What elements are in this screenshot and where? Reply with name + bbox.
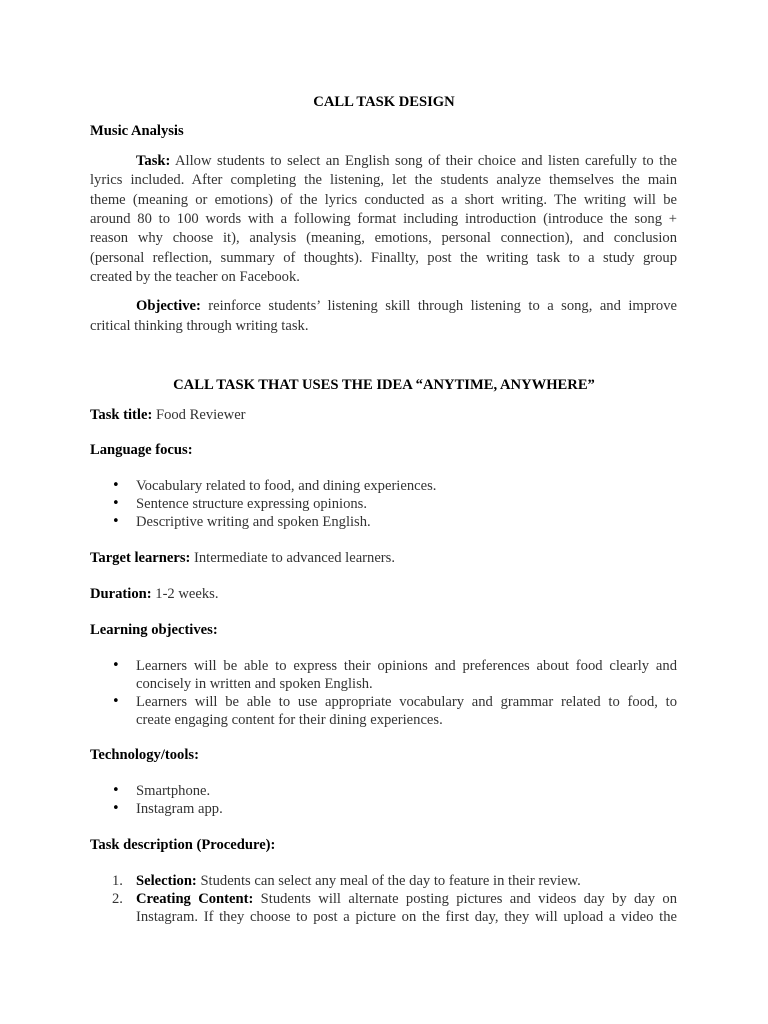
- duration-line: [90, 586, 219, 603]
- list-item: [112, 694, 677, 730]
- procedure-step-label: Creating Content:: [136, 891, 254, 907]
- bullet-icon: •: [112, 694, 120, 709]
- list-item-text-line-2: create engaging content for their dining experiences.: [136, 712, 443, 728]
- task-line-1: [136, 153, 677, 170]
- task-text: Allow students to select an English song of their choice and listen carefully to the: [170, 153, 677, 169]
- objective-label: Objective:: [136, 298, 201, 314]
- list-item-text-line-2: Instagram. If they choose to post a picture on the first day, they will upload a video the: [136, 909, 677, 925]
- list-item: [112, 873, 677, 891]
- list-item: [112, 658, 677, 694]
- task-label: Task:: [136, 153, 171, 169]
- learning-objectives-label: Learning objectives:: [90, 622, 218, 638]
- language-focus-list: [112, 478, 677, 532]
- target-learners-label: Target learners:: [90, 550, 191, 566]
- task-line-6: (personal reflection, summary of thoughts). Finallty, post the writing task to a study group: [90, 250, 677, 266]
- technology-tools-label: Technology/tools:: [90, 747, 199, 763]
- language-focus-label: Language focus:: [90, 442, 193, 458]
- list-item-number: 2.: [112, 891, 123, 907]
- procedure-label: Task description (Procedure):: [90, 837, 276, 853]
- list-item: [112, 783, 677, 801]
- bullet-icon: •: [112, 496, 120, 511]
- list-item: [112, 514, 677, 532]
- list-item-text: [136, 873, 581, 890]
- task-title-label: Task title:: [90, 407, 153, 423]
- bullet-icon: •: [112, 801, 120, 816]
- bullet-icon: •: [112, 658, 120, 673]
- list-item: [112, 478, 677, 496]
- procedure-list: [112, 873, 677, 927]
- objective-line-2: critical thinking through writing task.: [90, 318, 309, 334]
- task-title-line: [90, 407, 246, 424]
- task-title-value: Food Reviewer: [152, 407, 246, 423]
- bullet-icon: •: [112, 478, 120, 493]
- list-item-text: Instagram app.: [136, 801, 223, 817]
- procedure-step-label: Selection:: [136, 873, 197, 889]
- list-item-number: 1.: [112, 873, 123, 889]
- technology-tools-list: [112, 783, 677, 819]
- task-line-4: around 80 to 100 words with a following format including introduction (introduce the song +: [90, 211, 677, 227]
- section-heading-music-analysis: Music Analysis: [90, 123, 184, 139]
- section-heading-anytime-anywhere: CALL TASK THAT USES THE IDEA “ANYTIME, ANYWHERE”: [173, 377, 595, 393]
- bullet-icon: •: [112, 783, 120, 798]
- list-item-text-line-2: concisely in written and spoken English.: [136, 676, 373, 692]
- target-learners-value: Intermediate to advanced learners.: [190, 550, 395, 566]
- task-line-2: lyrics included. After completing the listening, let the students analyze themselves the main: [90, 172, 677, 188]
- document-title: CALL TASK DESIGN: [313, 94, 455, 110]
- learning-objectives-list: [112, 658, 677, 730]
- list-item: [112, 891, 677, 927]
- list-item-text-line-1: Learners will be able to use appropriate vocabulary and grammar related to food, to: [136, 694, 677, 710]
- bullet-icon: •: [112, 514, 120, 529]
- list-item-text: Sentence structure expressing opinions.: [136, 496, 368, 512]
- list-item: [112, 496, 677, 514]
- procedure-step-text: Students can select any meal of the day to feature in their review.: [196, 873, 581, 889]
- task-line-7: created by the teacher on Facebook.: [90, 269, 300, 285]
- task-line-5: reason why choose it), analysis (meaning, emotions, personal connection), and conclusion: [90, 230, 677, 246]
- list-item-text: Smartphone.: [136, 783, 211, 799]
- duration-value: 1-2 weeks.: [151, 586, 219, 602]
- list-item-text-line-1: Learners will be able to express their opinions and preferences about food clearly and: [136, 658, 677, 674]
- duration-label: Duration:: [90, 586, 152, 602]
- list-item-text: Descriptive writing and spoken English.: [136, 514, 371, 530]
- procedure-step-text: Students will alternate posting pictures and videos day by day on: [253, 891, 677, 907]
- list-item-text: Vocabulary related to food, and dining experiences.: [136, 478, 437, 494]
- target-learners-line: [90, 550, 395, 567]
- list-item-text-line-1: [136, 891, 677, 908]
- objective-text: reinforce students’ listening skill through listening to a song, and improve: [200, 298, 677, 314]
- objective-line-1: [136, 298, 677, 315]
- list-item: [112, 801, 677, 819]
- task-line-3: theme (meaning or emotions) of the lyrics conducted as a short writing. The writing will be: [90, 192, 677, 208]
